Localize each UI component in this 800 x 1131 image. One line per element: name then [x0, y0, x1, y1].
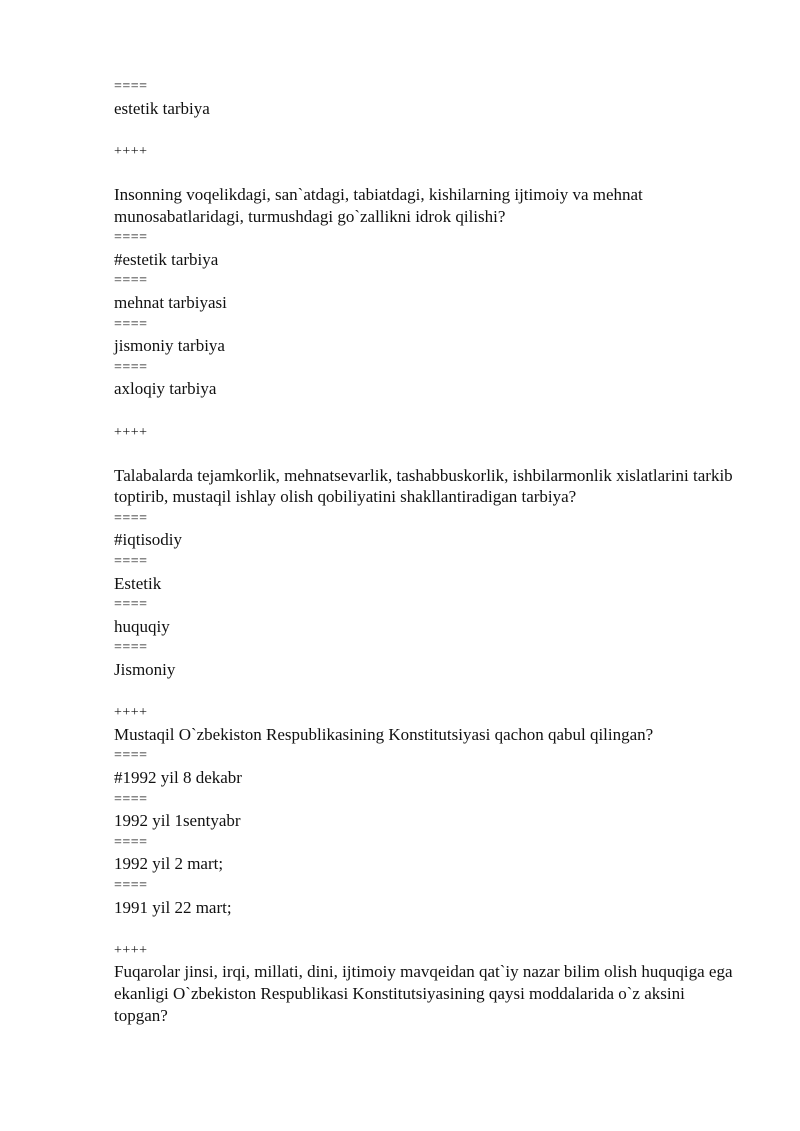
- separator: ====: [114, 316, 148, 332]
- question-block: [114, 465, 734, 681]
- separator: ====: [114, 230, 148, 246]
- answer-option: huquqiy: [114, 616, 170, 636]
- separator: ====: [114, 554, 148, 570]
- question-block: [114, 961, 734, 1026]
- answer-option: #iqtisodiy: [114, 530, 183, 550]
- answer-option: #estetik tarbiya: [114, 249, 219, 269]
- separator: ====: [114, 640, 148, 656]
- block-marker: ++++: [114, 143, 148, 159]
- separator: ====: [114, 597, 148, 613]
- block-marker: ++++: [114, 705, 148, 721]
- answer-option: Jismoniy: [114, 660, 176, 680]
- separator: ====: [114, 748, 148, 764]
- block-marker: ++++: [114, 424, 148, 440]
- document-page: [114, 76, 734, 1026]
- answer-option: 1991 yil 22 mart;: [114, 897, 232, 917]
- answer-option: 1992 yil 1sentyabr: [114, 811, 241, 831]
- separator: ====: [114, 791, 148, 807]
- answer-option: mehnat tarbiyasi: [114, 292, 227, 312]
- separator: ====: [114, 877, 148, 893]
- answer-option: Estetik: [114, 573, 162, 593]
- answer-option: jismoniy tarbiya: [114, 336, 225, 356]
- block-marker: ++++: [114, 942, 148, 958]
- question-text: Fuqarolar jinsi, irqi, millati, dini, ijtimoiy mavqeidan qat`iy nazar bilim olish huquqiga ega ekanligi O`zbekiston Respublikasi Konstitutsiyasining qaysi moddalarida o`z aksini topgan?: [114, 962, 733, 1025]
- separator: ====: [114, 79, 148, 94]
- separator: ====: [114, 834, 148, 850]
- question-block: [114, 724, 734, 918]
- separator: ====: [114, 359, 148, 375]
- question-text: Insonning voqelikdagi, san`atdagi, tabiatdagi, kishilarning ijtimoiy va mehnat munosabatlaridagi, turmushdagi go`zallikni idrok qilishi?: [114, 184, 643, 226]
- answer-option: 1992 yil 2 mart;: [114, 854, 224, 874]
- separator: ====: [114, 273, 148, 289]
- answer-option: #1992 yil 8 dekabr: [114, 768, 242, 787]
- question-block: [114, 184, 734, 400]
- question-text: Mustaqil O`zbekiston Respublikasining Konstitutsiyasi qachon qabul qilingan?: [114, 724, 654, 744]
- answer-option: estetik tarbiya: [114, 98, 210, 118]
- question-text: Talabalarda tejamkorlik, mehnatsevarlik, tashabbuskorlik, ishbilarmonlik xislatlarini tarkib toptirib, mustaqil ishlay olish qobiliyatini shakllantiradigan tarbiya?: [114, 465, 733, 507]
- separator: ====: [114, 510, 148, 526]
- answer-option: axloqiy tarbiya: [114, 379, 217, 399]
